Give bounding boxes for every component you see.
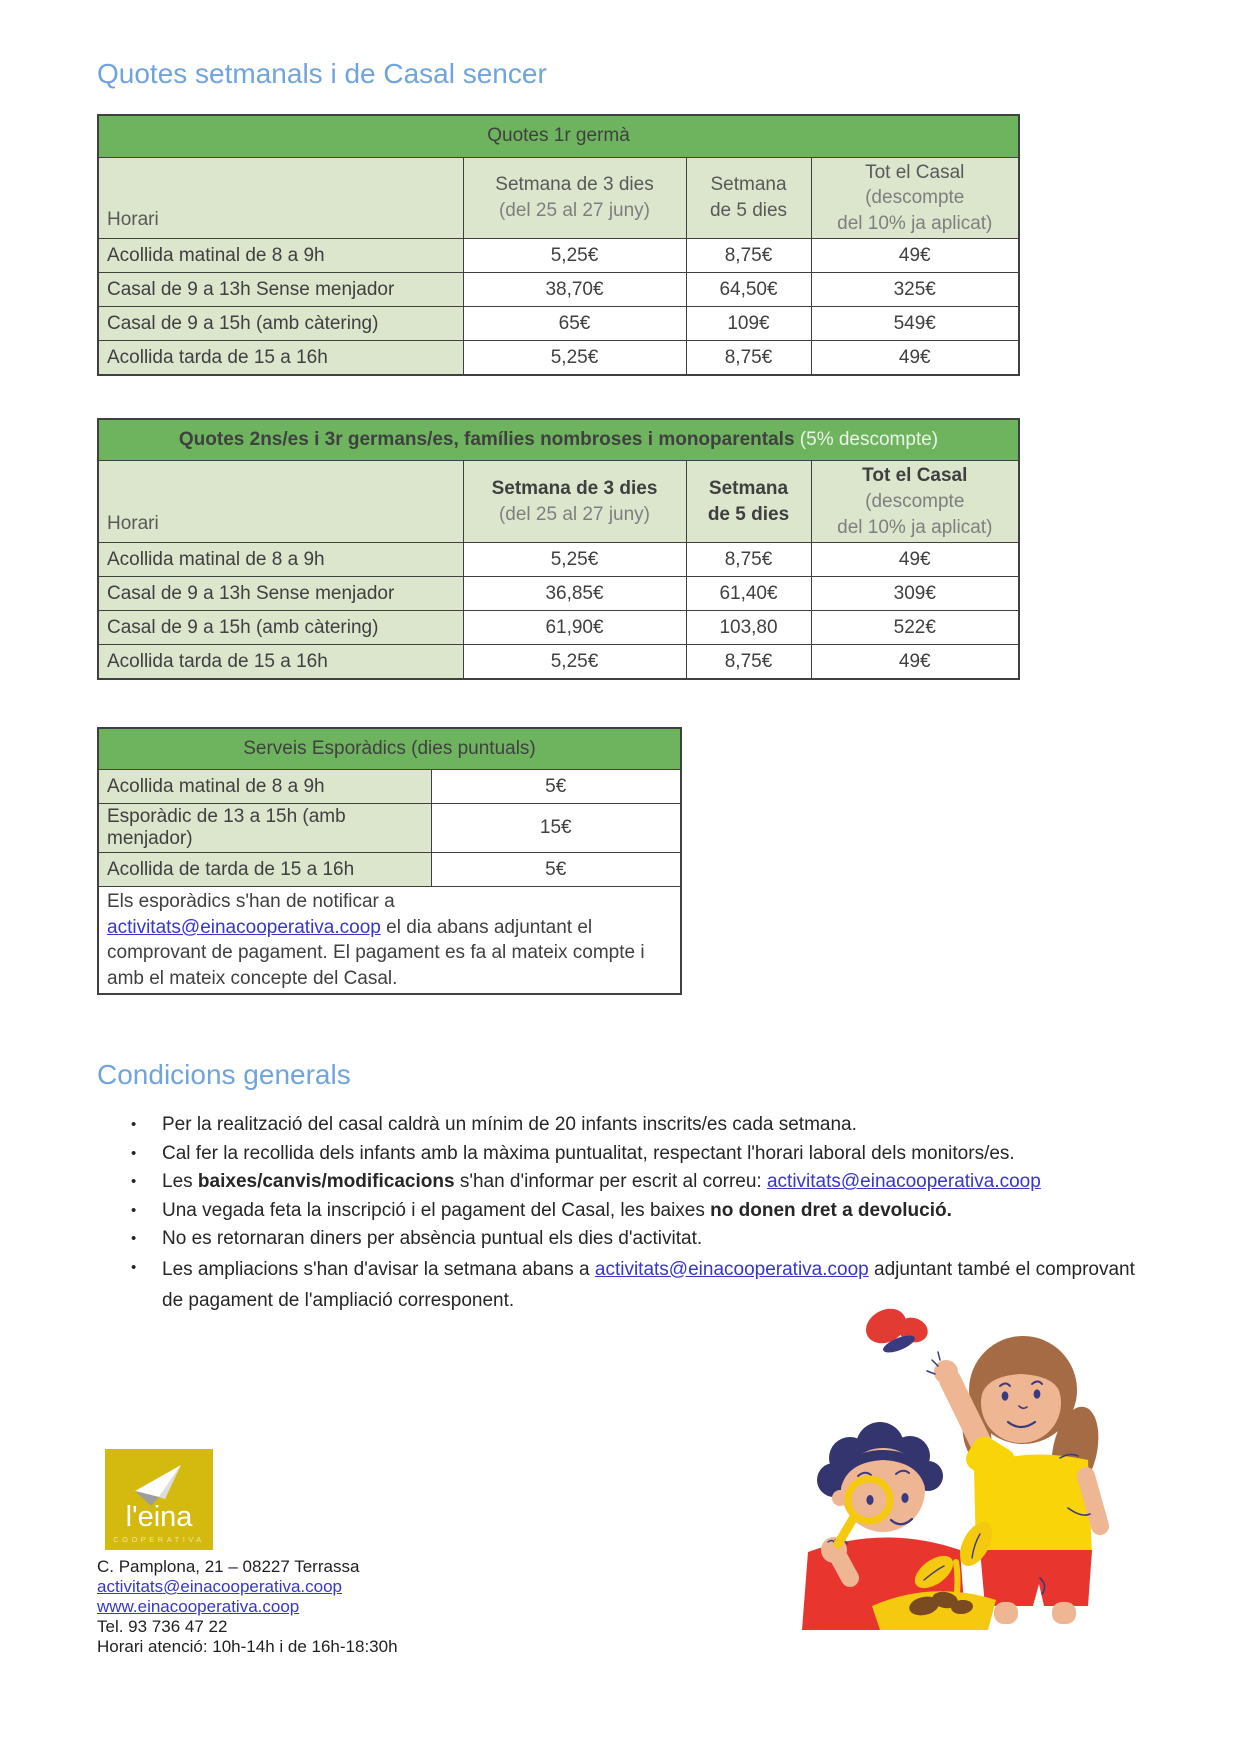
- table-row: [98, 273, 1019, 307]
- list-item: • Una vegada feta la inscripció i el pagament del Casal, les baixes no donen dret a devolució.: [97, 1197, 1137, 1226]
- price-cell: 109€: [686, 307, 811, 341]
- price-cell: 49€: [811, 645, 1019, 679]
- row-label: Esporàdic de 13 a 15h (amb menjador): [98, 804, 431, 853]
- table1-header-horari: Horari: [98, 157, 463, 239]
- row-label: Acollida matinal de 8 a 9h: [98, 770, 431, 804]
- table1-header-totcasal: Tot el Casal (descompte del 10% ja aplicat): [811, 157, 1019, 239]
- price-cell: 65€: [463, 307, 686, 341]
- row-label: Acollida matinal de 8 a 9h: [98, 543, 463, 577]
- footer-contact: [97, 1557, 437, 1657]
- table3-title-bar: Serveis Esporàdics (dies puntuals): [98, 728, 681, 770]
- table-serveis-esporadics: [97, 727, 682, 995]
- price-cell: 61,40€: [686, 577, 811, 611]
- footer-web-link[interactable]: www.einacooperativa.coop: [97, 1597, 300, 1616]
- bullet-icon: •: [131, 1230, 137, 1248]
- price-cell: 8,75€: [686, 341, 811, 375]
- list-item: • Les baixes/canvis/modificacions s'han d'informar per escrit al correu: activitats@einacooperativa.coop: [97, 1168, 1137, 1197]
- email-link[interactable]: activitats@einacooperativa.coop: [107, 916, 381, 938]
- footer-phone: Tel. 93 736 47 22: [97, 1617, 228, 1636]
- list-item: • No es retornaran diners per absència puntual els dies d'activitat.: [97, 1225, 1137, 1254]
- document-content: [97, 58, 1142, 1316]
- price-cell: 5€: [431, 770, 681, 804]
- list-item: • Per la realització del casal caldrà un mínim de 20 infants inscrits/es cada setmana.: [97, 1111, 1137, 1140]
- price-cell: 5,25€: [463, 645, 686, 679]
- price-cell: 522€: [811, 611, 1019, 645]
- table-row: [98, 239, 1019, 273]
- price-cell: 8,75€: [686, 543, 811, 577]
- table-quotes-1r-germa: [97, 114, 1020, 376]
- price-cell: 5€: [431, 853, 681, 887]
- price-cell: 103,80: [686, 611, 811, 645]
- price-cell: 15€: [431, 804, 681, 853]
- row-label: Acollida de tarda de 15 a 16h: [98, 853, 431, 887]
- price-cell: 49€: [811, 239, 1019, 273]
- row-label: Acollida tarda de 15 a 16h: [98, 645, 463, 679]
- table-row: [98, 577, 1019, 611]
- table1-header-setmana5: Setmana de 5 dies: [686, 157, 811, 239]
- page-title: Quotes setmanals i de Casal sencer: [97, 58, 547, 89]
- table-row: [98, 770, 681, 804]
- table2-header-setmana3: Setmana de 3 dies (del 25 al 27 juny): [463, 461, 686, 543]
- logo-word: COOPERATIVA: [113, 1535, 205, 1544]
- table-row: [98, 543, 1019, 577]
- row-label: Acollida tarda de 15 a 16h: [98, 341, 463, 375]
- price-cell: 309€: [811, 577, 1019, 611]
- bullet-icon: •: [131, 1258, 137, 1276]
- price-cell: 5,25€: [463, 543, 686, 577]
- eina-logo: [105, 1449, 213, 1550]
- row-label: Casal de 9 a 13h Sense menjador: [98, 273, 463, 307]
- children-illustration: [688, 1158, 1110, 1630]
- price-cell: 61,90€: [463, 611, 686, 645]
- price-cell: 5,25€: [463, 341, 686, 375]
- email-link[interactable]: activitats@einacooperativa.coop: [766, 1171, 1041, 1193]
- price-cell: 8,75€: [686, 239, 811, 273]
- table2-header-horari: Horari: [98, 461, 463, 543]
- bullet-icon: •: [131, 1144, 137, 1162]
- price-cell: 5,25€: [463, 239, 686, 273]
- price-cell: 325€: [811, 273, 1019, 307]
- bullet-icon: •: [131, 1201, 137, 1219]
- note-text: Els esporàdics s'han de notificar a: [107, 891, 395, 913]
- row-label: Casal de 9 a 13h Sense menjador: [98, 577, 463, 611]
- row-label: Casal de 9 a 15h (amb càtering): [98, 307, 463, 341]
- footer: [97, 1449, 437, 1657]
- table-row: [98, 804, 681, 853]
- list-item: • Les ampliacions s'han d'avisar la setmana abans a activitats@einacooperativa.coop adjuntant també el comprovant de pagament de l'ampliació corresponent.: [97, 1254, 1137, 1316]
- bullet-icon: •: [131, 1173, 137, 1191]
- price-cell: 49€: [811, 543, 1019, 577]
- esporadics-note: [98, 887, 681, 994]
- footer-hours: Horari atenció: 10h-14h i de 16h-18:30h: [97, 1637, 398, 1656]
- table-row: [98, 853, 681, 887]
- price-cell: 64,50€: [686, 273, 811, 307]
- conditions-title: Condicions generals: [97, 1059, 351, 1091]
- table-row: [98, 887, 681, 994]
- table-row: [98, 341, 1019, 375]
- table2-header-totcasal: Tot el Casal (descompte del 10% ja aplicat): [811, 461, 1019, 543]
- footer-email-link[interactable]: activitats@einacooperativa.coop: [97, 1577, 343, 1596]
- table-quotes-2ns-3r-germans: [97, 418, 1020, 680]
- price-cell: 8,75€: [686, 645, 811, 679]
- price-cell: 549€: [811, 307, 1019, 341]
- price-cell: 36,85€: [463, 577, 686, 611]
- table2-title-bar: Quotes 2ns/es i 3r germans/es, famílies nombroses i monoparentals (5% descompte): [98, 419, 1019, 461]
- price-cell: 49€: [811, 341, 1019, 375]
- email-link[interactable]: activitats@einacooperativa.coop: [594, 1258, 869, 1280]
- note-text: el dia abans adjuntant el comprovant de pagament. El pagament es fa al mateix compte i amb el mateix concepte del Casal.: [107, 916, 645, 989]
- row-label: Casal de 9 a 15h (amb càtering): [98, 611, 463, 645]
- list-item: • Cal fer la recollida dels infants amb la màxima puntualitat, respectant l'horari laboral dels monitors/es.: [97, 1140, 1137, 1169]
- table-row: [98, 611, 1019, 645]
- table1-header-setmana3: Setmana de 3 dies (del 25 al 27 juny): [463, 157, 686, 239]
- children-illustration-svg: [688, 1158, 1110, 1630]
- footer-address: C. Pamplona, 21 – 08227 Terrassa: [97, 1557, 360, 1576]
- table2-header-setmana5: Setmana de 5 dies: [686, 461, 811, 543]
- bullet-icon: •: [131, 1116, 137, 1134]
- table-row: [98, 645, 1019, 679]
- logo-name: l'eina: [125, 1501, 193, 1533]
- butterfly-icon: [860, 1302, 931, 1356]
- price-cell: 38,70€: [463, 273, 686, 307]
- row-label: Acollida matinal de 8 a 9h: [98, 239, 463, 273]
- table1-title-bar: Quotes 1r germà: [98, 115, 1019, 157]
- table-row: [98, 307, 1019, 341]
